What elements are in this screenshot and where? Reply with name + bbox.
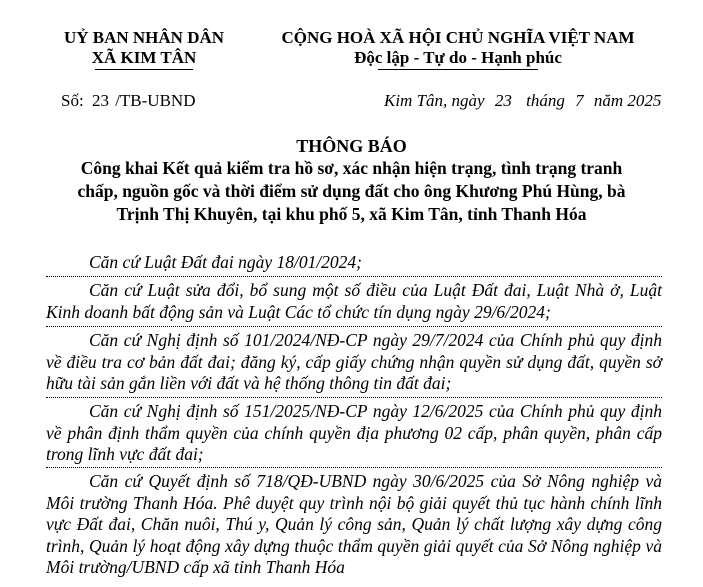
notice-type: THÔNG BÁO [296, 136, 407, 156]
doc-number-suffix: /TB-UBND [115, 91, 196, 110]
doc-number-value: 23 [91, 91, 109, 110]
doc-number [61, 91, 195, 111]
notice-subject-line2: chấp, nguồn gốc và thời điểm sử dụng đất cho ông Khương Phú Hùng, bà [77, 181, 626, 201]
org-name-line2: XÃ KIM TÂN [91, 48, 197, 67]
basis-paragraph-2: Căn cứ Luật sửa đổi, bổ sung một số điều của Luật Đất đai, Luật Nhà ở, Luật Kinh doanh bất động sản và Luật Các tổ chức tín dụng ngày 29/6/2024; [46, 280, 662, 322]
dotted-separator [46, 397, 662, 398]
date-year: năm 2025 [593, 91, 662, 110]
date-place: Kim Tân, ngày [384, 91, 485, 110]
nation-title: CỘNG HOÀ XÃ HỘI CHỦ NGHĨA VIỆT NAM [281, 28, 635, 47]
dotted-separator [46, 276, 662, 277]
motto-underline [378, 69, 538, 70]
date-day: 23 [494, 91, 512, 110]
nation-motto: Độc lập - Tự do - Hạnh phúc [354, 48, 562, 67]
notice-subject-line1: Công khai Kết quả kiểm tra hồ sơ, xác nhận hiện trạng, tình trạng tranh [80, 158, 623, 178]
dotted-separator [46, 326, 662, 327]
basis-paragraph-4: Căn cứ Nghị định số 151/2025/NĐ-CP ngày 12/6/2025 của Chính phủ quy định về phân định thẩm quyền của chính quyền địa phương 02 cấp, phân quyền, phân cấp trong lĩnh vực đất đai; [46, 401, 662, 465]
notice-subject-line3: Trịnh Thị Khuyên, tại khu phố 5, xã Kim Tân, tỉnh Thanh Hóa [116, 204, 587, 224]
date-month: 7 [575, 91, 584, 110]
basis-paragraph-3: Căn cứ Nghị định số 101/2024/NĐ-CP ngày 29/7/2024 của Chính phủ quy định về điều tra cơ bản đất đai; đăng ký, cấp giấy chứng nhận quyền sử dụng đất, quyền sở hữu tài sản gắn liền với đất và hệ thống thông tin đất đai; [46, 330, 662, 394]
org-name-line1: UỶ BAN NHÂN DÂN [63, 28, 225, 47]
basis-paragraph-1: Căn cứ Luật Đất đai ngày 18/01/2024; [89, 252, 363, 272]
doc-number-prefix: Số: [61, 91, 84, 110]
org-underline [95, 69, 193, 70]
date-month-label: tháng [526, 91, 565, 110]
dotted-separator [46, 467, 662, 468]
doc-date [384, 91, 661, 111]
basis-paragraph-5: Căn cứ Quyết định số 718/QĐ-UBND ngày 30/6/2025 của Sở Nông nghiệp và Môi trường Thanh Hóa. Phê duyệt quy trình nội bộ giải quyết thủ tục hành chính lĩnh vực Đất đai, Chăn nuôi, Thú y, Quản lý công sản, Quản lý chất lượng xây dựng công trình, Quản lý hoạt động xây dựng thuộc thẩm quyền giải quyết của Sở Nông nghiệp và Môi trường/UBND cấp xã tỉnh Thanh Hóa [46, 471, 662, 578]
